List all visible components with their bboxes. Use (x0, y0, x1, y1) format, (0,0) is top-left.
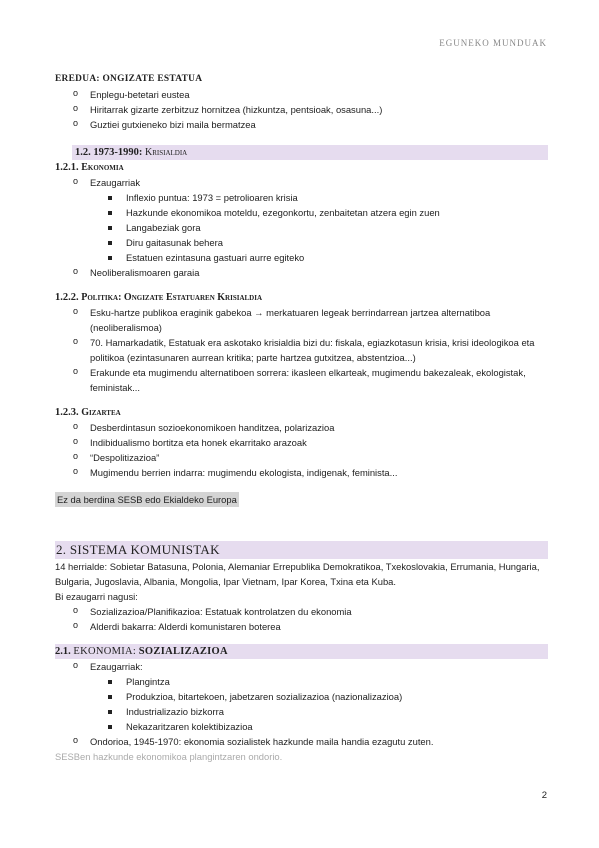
section-2-header: 2. SISTEMA KOMUNISTAK (55, 541, 548, 559)
list-item: o Neoliberalismoaren garaia (55, 265, 548, 280)
section-number: 1.2.3. (55, 407, 79, 418)
list-item: o “Despolitizazioa” (55, 450, 548, 465)
list-subitem: Inflexio puntua: 1973 = petrolioaren krisia (55, 190, 548, 205)
section-2-intro: Bi ezaugarri nagusi: (55, 591, 138, 602)
section-2-1-header (55, 644, 548, 659)
list-item: o Ezaugarriak: (55, 659, 548, 674)
section-title-bold: SOZIALIZAZIOA (138, 646, 228, 657)
list-subitem: Industrializazio bizkorra (55, 704, 548, 719)
section-number: 1.2. 1973-1990: (75, 147, 143, 158)
list-item: o Enplegu-betetari eustea (55, 87, 548, 102)
list-item: o Indibidualismo bortitza eta honek ekarritako arazoak (55, 435, 548, 450)
list-subitem: Estatuen ezintasuna gastuari aurre egiteko (55, 250, 548, 265)
section-2-paragraph: 14 herrialde: Sobietar Batasuna, Polonia, Alemaniar Errepublika Demokratikoa, Txekoslovakia, Errumania, Hungaria, Bulgaria, Jugoslavia, Albania, Mongolia, Ipar Vietnam, Ipar Korea, Txina eta Kuba. (55, 561, 540, 587)
list-item: o Desberdintasun sozioekonomikoen handitzea, polarizazioa (55, 420, 548, 435)
list-subitem: Plangintza (55, 674, 548, 689)
eredua-label: EREDUA: ONGIZATE ESTATUA (55, 74, 203, 84)
section-title: Ekonomia (81, 162, 124, 173)
list-item: o Mugimendu berrien indarra: mugimendu ekologista, indigenak, feminista... (55, 465, 548, 480)
section-1-2-1-header (55, 160, 548, 175)
section-1-2-3-header (55, 405, 548, 420)
section-1-2-2-header (55, 290, 548, 305)
section-title: EKONOMIA: (73, 646, 137, 657)
section-number: 1.2.1. (55, 162, 79, 173)
section-title: Politika: Ongizate Estatuaren Krisialdia (81, 292, 263, 303)
list-item: o 70. Hamarkadatik, Estatuak era askotako krisialdia bizi du: fiskala, egiazkotasun krisia, krisi ideologikoa eta politikoa (ezintasunaren aurrean kritika; parte hartzea gutxitzea, abstentzioa...) (55, 335, 548, 365)
list-subitem: Langabeziak gora (55, 220, 548, 235)
list-item: o Sozializazioa/Planifikazioa: Estatuak kontrolatzen du ekonomia (55, 604, 548, 619)
section-1-2-header (72, 145, 548, 160)
politics-list (55, 305, 548, 395)
list-subitem: Nekazaritzaren kolektibizazioa (55, 719, 548, 734)
list-item: o Ondorioa, 1945-1970: ekonomia sozialistek hazkunde maila handia ezagutu zuten. (55, 734, 548, 749)
list-subitem: Diru gaitasunak behera (55, 235, 548, 250)
economy-list (55, 175, 548, 280)
highlighted-note: Ez da berdina SESB edo Ekialdeko Europa (57, 494, 237, 505)
section-title: Gizartea (81, 407, 121, 418)
footnote-gray: SESBen hazkunde ekonomikoa plangintzaren ondorio. (55, 751, 283, 762)
list-subitem: Hazkunde ekonomikoa moteldu, ezegonkortu, zenbaitetan atzera egin zuen (55, 205, 548, 220)
section-2-list (55, 604, 548, 634)
section-title: Krisialdia (145, 147, 188, 158)
page-number: 2 (541, 790, 547, 801)
list-item: o Erakunde eta mugimendu alternatiboen sorrera: ikasleen elkarteak, mugimendu bakezaleak, ekologistak, feministak... (55, 365, 548, 395)
running-header: EGUNEKO MUNDUAK (439, 38, 547, 48)
section-number: 1.2.2. (55, 292, 79, 303)
eredua-list (55, 87, 548, 132)
list-item: o Guztiei gutxieneko bizi maila bermatzea (55, 117, 548, 132)
society-list (55, 420, 548, 480)
document-body (55, 72, 548, 764)
section-number: 2.1. (55, 646, 71, 657)
list-subitem: Produkzioa, bitartekoen, jabetzaren sozializazioa (nazionalizazioa) (55, 689, 548, 704)
list-item: o Esku-hartze publikoa eraginik gabekoa → merkatuaren legeak berrindarrean jartzea alternatiboa (neoliberalismoa) (55, 305, 548, 335)
list-item: o Ezaugarriak (55, 175, 548, 190)
list-item: o Alderdi bakarra: Alderdi komunistaren boterea (55, 619, 548, 634)
list-item: o Hiritarrak gizarte zerbitzuz hornitzea (hizkuntza, pentsioak, osasuna...) (55, 102, 548, 117)
section-2-1-list (55, 659, 548, 749)
